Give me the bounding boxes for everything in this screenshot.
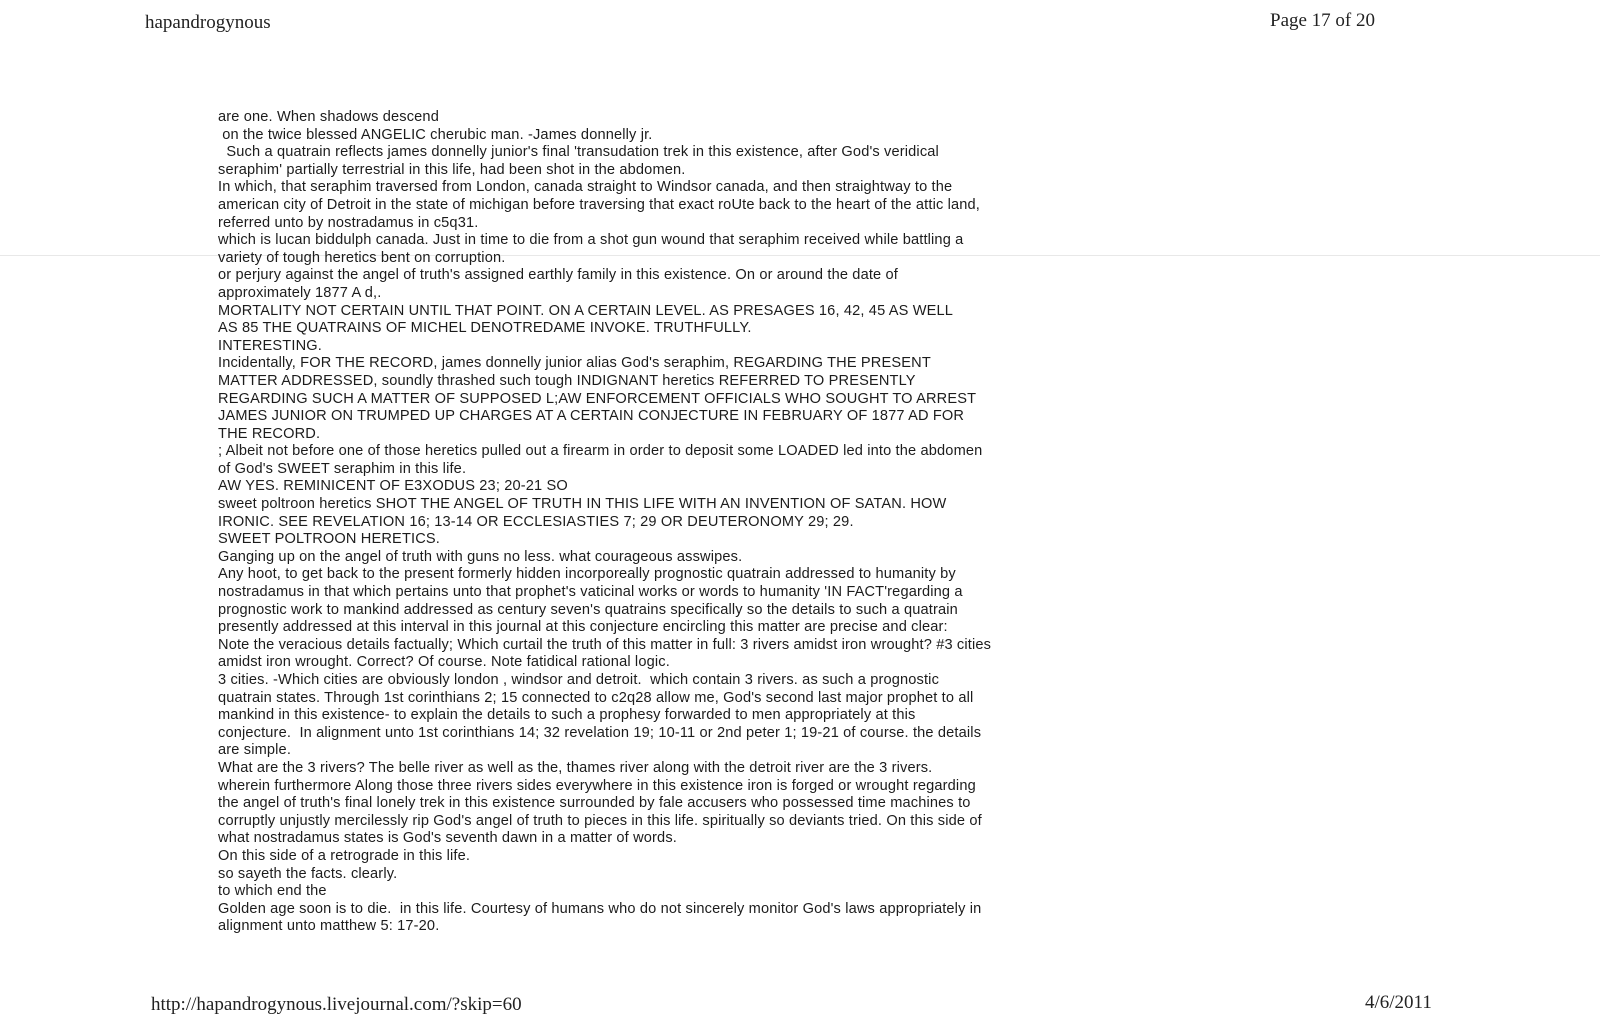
text-line: prognostic work to mankind addressed as century seven's quatrains specifically so the details to such a quatrain xyxy=(218,601,958,618)
text-line: Ganging up on the angel of truth with guns no less. what courageous asswipes. xyxy=(218,548,743,565)
text-line: of God's SWEET seraphim in this life. xyxy=(218,460,467,477)
text-line: wherein furthermore Along those three rivers sides everywhere in this existence iron is forged or wrought regarding xyxy=(218,777,976,794)
text-line: are simple. xyxy=(218,742,292,759)
text-line: ; Albeit not before one of those heretics pulled out a firearm in order to deposit some LOADED led into the abdomen xyxy=(218,443,983,460)
page-number: Page 17 of 20 xyxy=(1270,10,1376,31)
text-line: Any hoot, to get back to the present formerly hidden incorporeally prognostic quatrain addressed to humanity by xyxy=(218,566,956,583)
text-line: Note the veracious details factually; Which curtail the truth of this matter in full: 3 rivers amidst iron wrought? #3 cities xyxy=(218,636,992,653)
text-line: REGARDING SUCH A MATTER OF SUPPOSED L;AW ENFORCEMENT OFFICIALS WHO SOUGHT TO ARREST xyxy=(218,390,977,407)
text-line: approximately 1877 A d,. xyxy=(218,284,382,301)
text-line: conjecture. In alignment unto 1st corinthians 14; 32 revelation 19; 10-11 or 2nd peter 1; 19-21 of course. the details xyxy=(218,724,982,741)
text-line: 3 cities. -Which cities are obviously london , windsor and detroit. which contain 3 rivers. as such a prognostic xyxy=(218,672,940,688)
text-line: Golden age soon is to die. in this life. Courtesy of humans who do not sincerely monitor God's laws appropriately in xyxy=(218,900,982,917)
text-line: on the twice blessed ANGELIC cherubic man. -James donnelly jr. xyxy=(218,126,653,143)
text-line: In which, that seraphim traversed from London, canada straight to Windsor canada, and then straightway to the xyxy=(218,179,953,196)
text-line: IRONIC. SEE REVELATION 16; 13-14 OR ECCLESIASTIES 7; 29 OR DEUTERONOMY 29; 29. xyxy=(218,513,854,530)
text-line: AW YES. REMINICENT OF E3XODUS 23; 20-21 SO xyxy=(218,478,568,495)
text-line: mankind in this existence- to explain the details to such a prophesy forwarded to men appropriately at this xyxy=(218,707,916,724)
text-line: nostradamus in that which pertains unto that prophet's vaticinal works or words to humanity 'IN FACT'regarding a xyxy=(218,584,963,601)
text-line: Incidentally, FOR THE RECORD, james donnelly junior alias God's seraphim, REGARDING THE PRESENT xyxy=(218,355,931,372)
journal-body-text xyxy=(218,109,1458,936)
text-line: THE RECORD. xyxy=(218,425,321,442)
text-line: INTERESTING. xyxy=(218,337,322,354)
footer-url[interactable]: http://hapandrogynous.livejournal.com/?skip=60 xyxy=(151,994,522,1015)
text-line: seraphim' partially terrestrial in this life, had been shot in the abdomen. xyxy=(218,161,686,178)
text-line: what nostradamus states is God's seventh dawn in a matter of words. xyxy=(218,830,677,847)
text-line: or perjury against the angel of truth's assigned earthly family in this existence. On or around the date of xyxy=(218,267,898,284)
text-line: the angel of truth's final lonely trek in this existence surrounded by fale accusers who possessed time machines to xyxy=(218,795,971,812)
text-line: presently addressed at this interval in this journal at this conjecture encircling this matter are precise and clear: xyxy=(218,619,948,636)
text-line: alignment unto matthew 5: 17-20. xyxy=(218,918,440,935)
text-line: to which end the xyxy=(218,883,327,900)
text-line: Such a quatrain reflects james donnelly junior's final 'transudation trek in this existence, after God's veridical xyxy=(218,144,939,161)
text-line: so sayeth the facts. clearly. xyxy=(218,865,398,882)
site-title: hapandrogynous xyxy=(145,12,271,33)
text-line: amidst iron wrought. Correct? Of course. Note fatidical rational logic. xyxy=(218,654,670,671)
text-line: What are the 3 rivers? The belle river as well as the, thames river along with the detroit river are the 3 rivers. xyxy=(218,759,933,776)
text-line: which is lucan biddulph canada. Just in time to die from a shot gun wound that seraphim received while battling a xyxy=(218,232,964,249)
text-line: are one. When shadows descend xyxy=(218,109,439,125)
text-line: quatrain states. Through 1st corinthians 2; 15 connected to c2q28 allow me, God's second last major prophet to all xyxy=(218,689,974,706)
text-line: american city of Detroit in the state of michigan before traversing that exact roUte back to the heart of the attic land, xyxy=(218,196,981,213)
text-line: MATTER ADDRESSED, soundly thrashed such tough INDIGNANT heretics REFERRED TO PRESENTLY xyxy=(218,372,916,389)
text-line: On this side of a retrograde in this life. xyxy=(218,847,471,864)
footer-date: 4/6/2011 xyxy=(1365,992,1432,1013)
text-line: AS 85 THE QUATRAINS OF MICHEL DENOTREDAME INVOKE. TRUTHFULLY. xyxy=(218,320,752,337)
text-line: sweet poltroon heretics SHOT THE ANGEL OF TRUTH IN THIS LIFE WITH AN INVENTION OF SATAN. HOW xyxy=(218,496,947,513)
text-line: SWEET POLTROON HERETICS. xyxy=(218,531,440,548)
text-line: JAMES JUNIOR ON TRUMPED UP CHARGES AT A CERTAIN CONJECTURE IN FEBRUARY OF 1877 AD FOR xyxy=(218,408,965,425)
text-line: MORTALITY NOT CERTAIN UNTIL THAT POINT. ON A CERTAIN LEVEL. AS PRESAGES 16, 42, 45 AS WELL xyxy=(218,302,954,319)
text-line: variety of tough heretics bent on corruption. xyxy=(218,249,506,266)
text-line: corruptly unjustly mercilessly rip God's angel of truth to pieces in this life. spiritually so deviants tried. On this side of xyxy=(218,812,982,829)
text-line: referred unto by nostradamus in c5q31. xyxy=(218,214,479,231)
